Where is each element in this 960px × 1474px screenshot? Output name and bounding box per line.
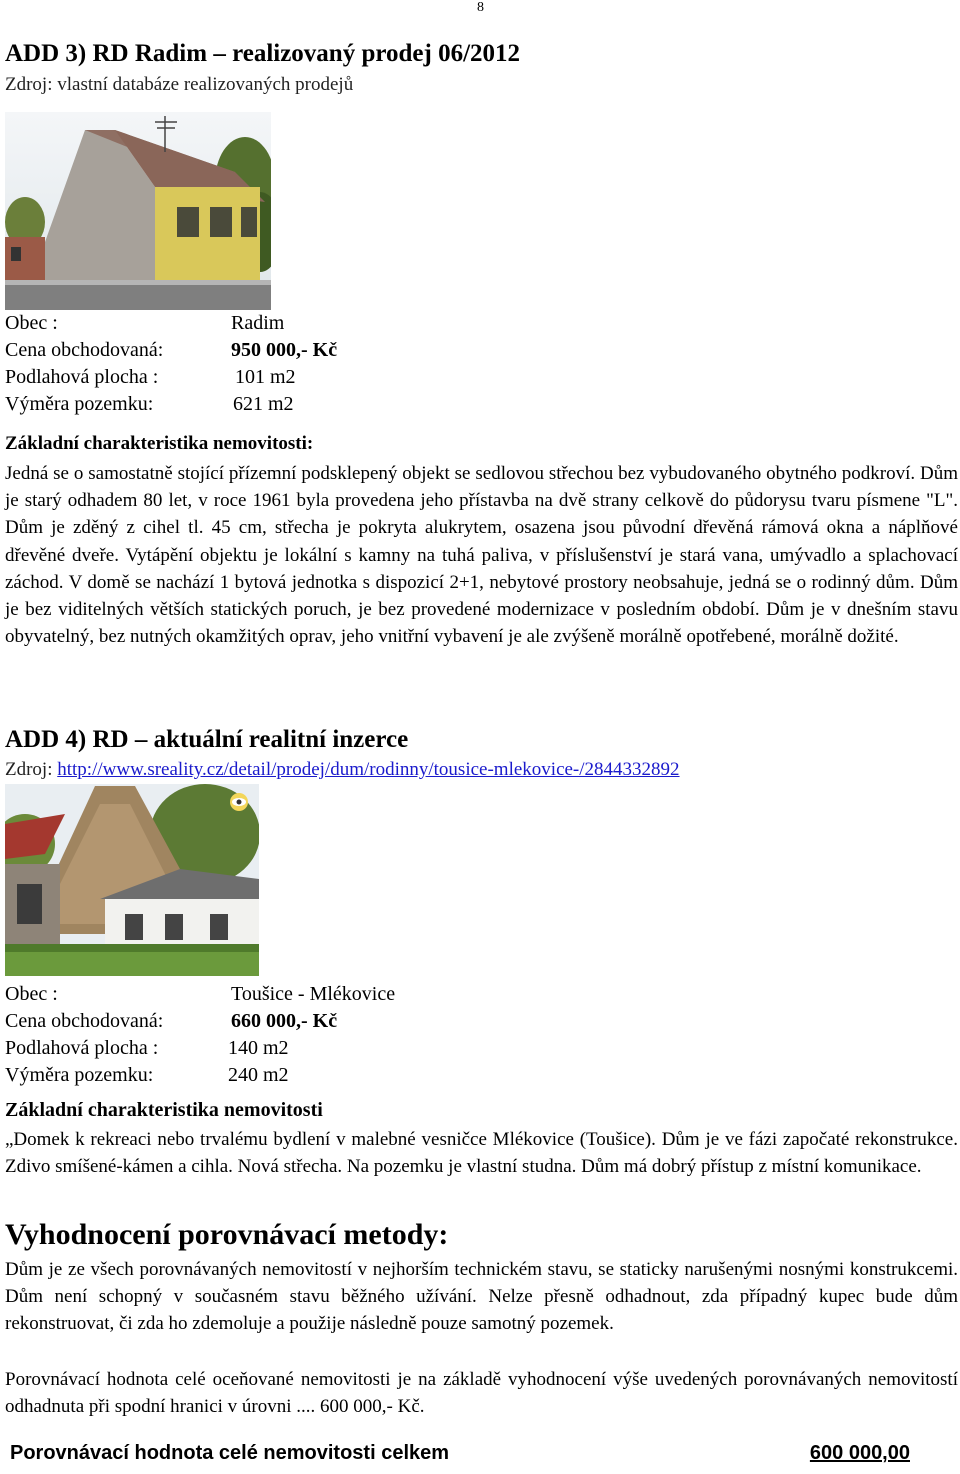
field-value: 240 m2 bbox=[228, 1064, 289, 1086]
evaluation-title: Vyhodnocení porovnávací metody: bbox=[5, 1218, 449, 1251]
field-value: 660 000,- Kč bbox=[231, 1010, 338, 1032]
evaluation-paragraph-1: Dům je ze všech porovnávaných nemovitostí v nejhorším technickém stavu, se staticky narušenými nosnými konstrukcemi. Dům není schopný v současném stavu běžného užívání. Nelze přesně odhadnout, zda případný kupec bude dům rekonstruovat, či zda ho zdemoluje a použije následně pouze samotný pozemek. bbox=[5, 1259, 958, 1335]
final-value-label: Porovnávací hodnota celé nemovitosti celkem bbox=[10, 1442, 450, 1464]
add3-title: ADD 3) RD Radim – realizovaný prodej 06/2012 bbox=[5, 40, 521, 67]
add4-field-pozemek bbox=[5, 1064, 705, 1090]
field-value: 950 000,- Kč bbox=[231, 339, 338, 361]
page-number: 8 bbox=[477, 0, 484, 15]
add3-field-pozemek bbox=[5, 393, 705, 419]
add3-field-plocha bbox=[5, 366, 705, 392]
add3-description: Jedná se o samostatně stojící přízemní podsklepený objekt se sedlovou střechou bez vybudovaného obytného podkroví. Dům je starý odhadem 80 let, v roce 1961 byla provedena jeho přístavba na dvě strany celkově do půdorysu tvaru písmene "L". Dům je zděný z cihel tl. 45 cm, střecha je pokryta alukrytem, osazena jsou původní dřevěná rámová okna a náplňové dřevěné dveře. Vytápění objektu je lokální s kamny na tuhá paliva, v příslušenství je stará vana, umývadlo a splachovací záchod. V domě se nachází 1 bytová jednotka s dispozicí 2+1, nebytové prostory neobsahuje, jedná se o rodinný dům. Dům je bez viditelných větších statických poruch, je bez provedené modernizace v posledním období. Dům je v dnešním stavu obyvatelný, bez nutných okamžitých oprav, jeho vnitřní vybavení je ale zvýšeně morálně opotřebené, morálně dožité. bbox=[5, 463, 958, 648]
field-label: Podlahová plocha : bbox=[5, 1037, 159, 1059]
add4-source-link[interactable]: http://www.sreality.cz/detail/prodej/dum/rodinny/tousice-mlekovice-/2844332892 bbox=[57, 759, 680, 780]
field-value: Toušice - Mlékovice bbox=[231, 983, 396, 1005]
field-label: Obec : bbox=[5, 983, 58, 1005]
final-value-row bbox=[10, 1442, 910, 1472]
add4-char-title: Základní charakteristika nemovitosti bbox=[5, 1099, 323, 1121]
field-label: Cena obchodovaná: bbox=[5, 339, 164, 361]
field-value: 101 m2 bbox=[235, 366, 296, 388]
field-label: Obec : bbox=[5, 312, 58, 334]
add4-title: ADD 4) RD – aktuální realitní inzerce bbox=[5, 726, 409, 753]
field-value: 140 m2 bbox=[228, 1037, 289, 1059]
add3-field-obec bbox=[5, 312, 705, 338]
field-label: Výměra pozemku: bbox=[5, 1064, 154, 1086]
add4-description: „Domek k rekreaci nebo trvalému bydlení v malebné vesničce Mlékovice (Toušice). Dům je ve fázi započaté rekonstrukce. Zdivo smíšené-kámen a cihla. Nová střecha. Na pozemku je vlastní studna. Dům má dobrý přístup z místní komunikace. bbox=[5, 1129, 958, 1178]
add3-source: Zdroj: vlastní databáze realizovaných prodejů bbox=[5, 74, 354, 95]
field-label: Podlahová plocha : bbox=[5, 366, 159, 388]
add4-field-cena bbox=[5, 1010, 705, 1036]
field-value: Radim bbox=[231, 312, 285, 334]
final-value-amount: 600 000,00 bbox=[809, 1442, 910, 1464]
evaluation-paragraph-2: Porovnávací hodnota celé oceňované nemovitosti je na základě vyhodnocení výše uvedených porovnávaných nemovitostí odhadnuta při spodní hranici v úrovni .... 600 000,- Kč. bbox=[5, 1369, 958, 1418]
add4-source-prefix: Zdroj: bbox=[5, 759, 58, 780]
house-photo-icon bbox=[5, 784, 259, 976]
add4-source bbox=[5, 759, 680, 781]
add4-field-plocha bbox=[5, 1037, 705, 1063]
add4-field-obec bbox=[5, 983, 705, 1009]
field-label: Výměra pozemku: bbox=[5, 393, 154, 415]
house-photo-icon bbox=[5, 112, 271, 310]
field-value: 621 m2 bbox=[233, 393, 294, 415]
add3-field-cena bbox=[5, 339, 705, 365]
field-label: Cena obchodovaná: bbox=[5, 1010, 164, 1032]
add3-char-title: Základní charakteristika nemovitosti: bbox=[5, 433, 314, 454]
